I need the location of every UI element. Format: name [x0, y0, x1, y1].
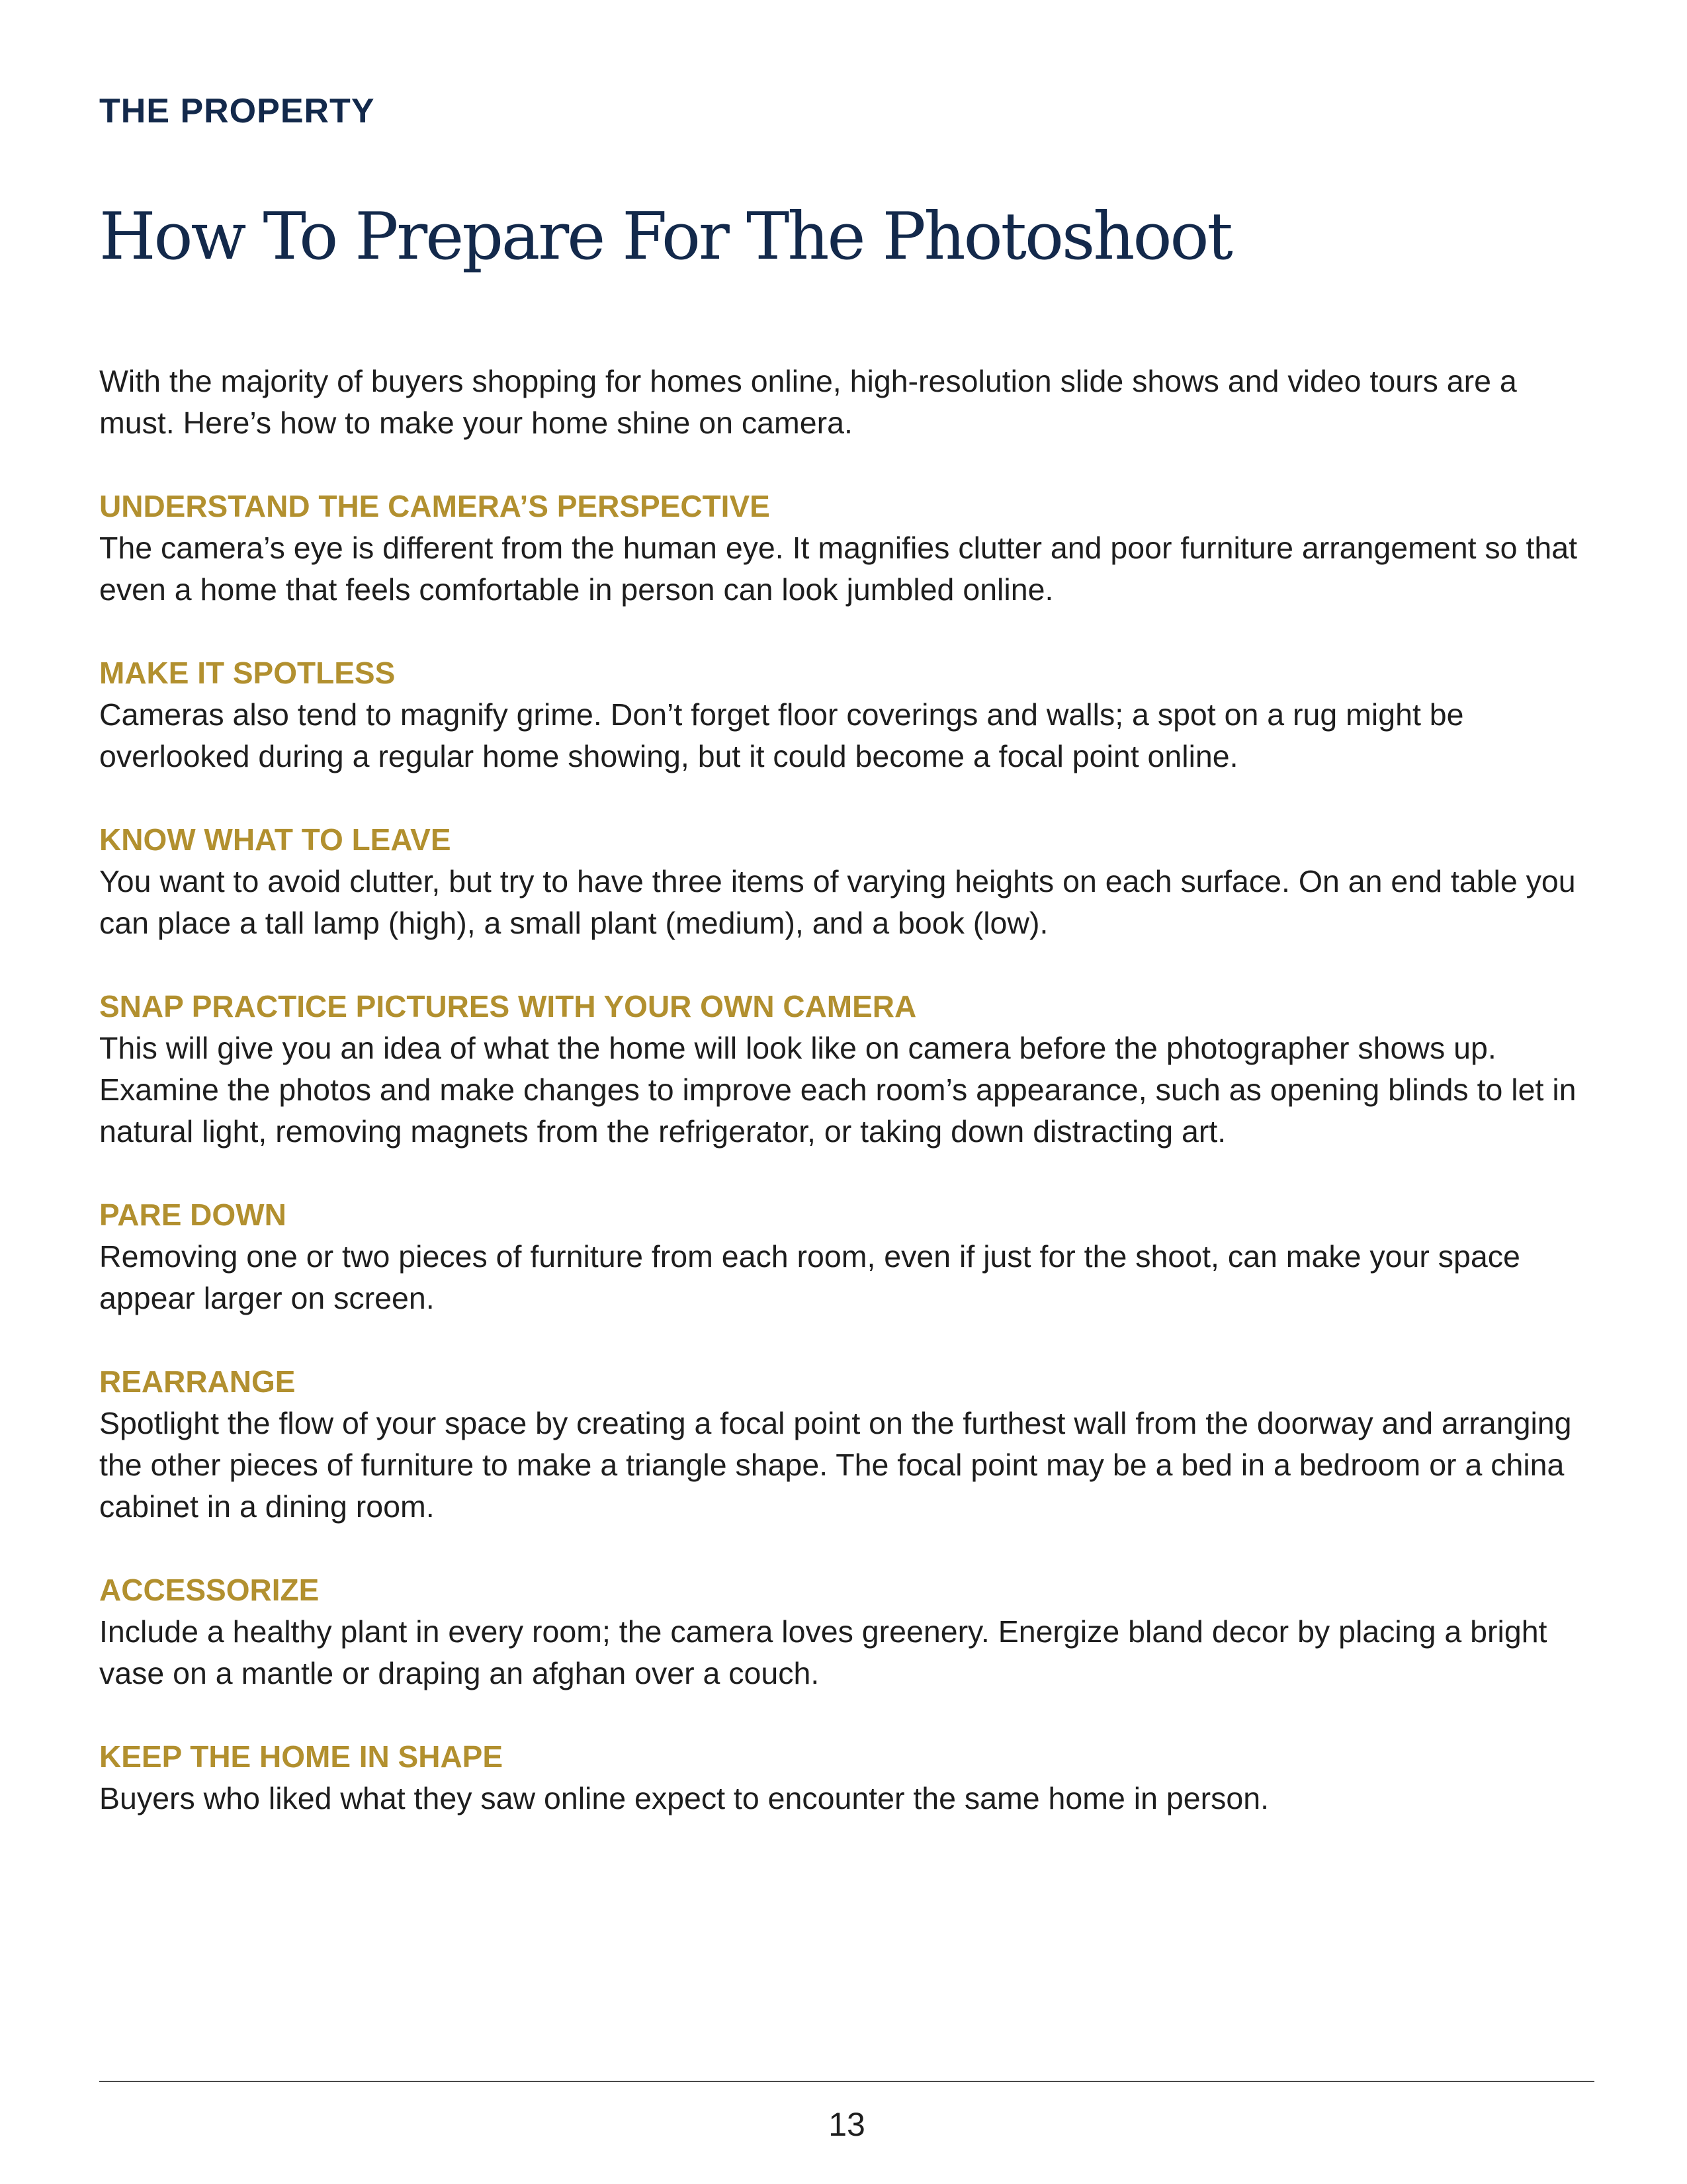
- section-eyebrow: THE PROPERTY: [99, 92, 375, 130]
- section-camera-perspective: [99, 486, 1594, 611]
- section-heading: KNOW WHAT TO LEAVE: [99, 822, 451, 857]
- footer-divider: [99, 2081, 1594, 2082]
- page-content: [99, 361, 1594, 1861]
- page-number: 13: [828, 2106, 865, 2143]
- section-pare-down: [99, 1194, 1594, 1319]
- section-keep-in-shape: [99, 1736, 1594, 1819]
- section-heading: PARE DOWN: [99, 1198, 286, 1232]
- section-make-it-spotless: [99, 652, 1594, 777]
- section-body: Removing one or two pieces of furniture from each room, even if just for the shoot, can make your space appear larger on screen.: [99, 1239, 1520, 1315]
- section-heading: MAKE IT SPOTLESS: [99, 656, 396, 690]
- section-body: This will give you an idea of what the home will look like on camera before the photographer shows up. Examine the photos and make changes to improve each room’s appearance, such as opening blinds to let in natural light, removing magnets from the refrigerator, or taking down distracting art.: [99, 1031, 1577, 1149]
- section-body: The camera’s eye is different from the human eye. It magnifies clutter and poor furniture arrangement so that even a home that feels comfortable in person can look jumbled online.: [99, 531, 1578, 607]
- page-title: How To Prepare For The Photoshoot: [99, 199, 1231, 275]
- section-accessorize: [99, 1569, 1594, 1694]
- section-body: You want to avoid clutter, but try to have three items of varying heights on each surface. On an end table you can place a tall lamp (high), a small plant (medium), and a book (low).: [99, 864, 1576, 940]
- section-body: Spotlight the flow of your space by creating a focal point on the furthest wall from the doorway and arranging the other pieces of furniture to make a triangle shape. The focal point may be a bed in a bedroom or a china cabinet in a dining room.: [99, 1406, 1572, 1524]
- section-body: Cameras also tend to magnify grime. Don’t forget floor coverings and walls; a spot on a rug might be overlooked during a regular home showing, but it could become a focal point online.: [99, 697, 1464, 773]
- document-page: [99, 0, 1594, 2184]
- section-heading: UNDERSTAND THE CAMERA’S PERSPECTIVE: [99, 489, 770, 523]
- section-rearrange: [99, 1361, 1594, 1528]
- section-know-what-to-leave: [99, 819, 1594, 944]
- section-heading: ACCESSORIZE: [99, 1573, 320, 1607]
- section-body: Include a healthy plant in every room; the camera loves greenery. Energize bland decor by placing a bright vase on a mantle or draping an afghan over a couch.: [99, 1614, 1547, 1690]
- section-practice-pictures: [99, 986, 1594, 1153]
- intro-paragraph: With the majority of buyers shopping for homes online, high-resolution slide shows and video tours are a must. Here’s how to make your home shine on camera.: [99, 364, 1517, 440]
- section-body: Buyers who liked what they saw online expect to encounter the same home in person.: [99, 1781, 1269, 1815]
- section-heading: REARRANGE: [99, 1364, 296, 1399]
- section-heading: SNAP PRACTICE PICTURES WITH YOUR OWN CAMERA: [99, 989, 917, 1024]
- section-heading: KEEP THE HOME IN SHAPE: [99, 1739, 503, 1774]
